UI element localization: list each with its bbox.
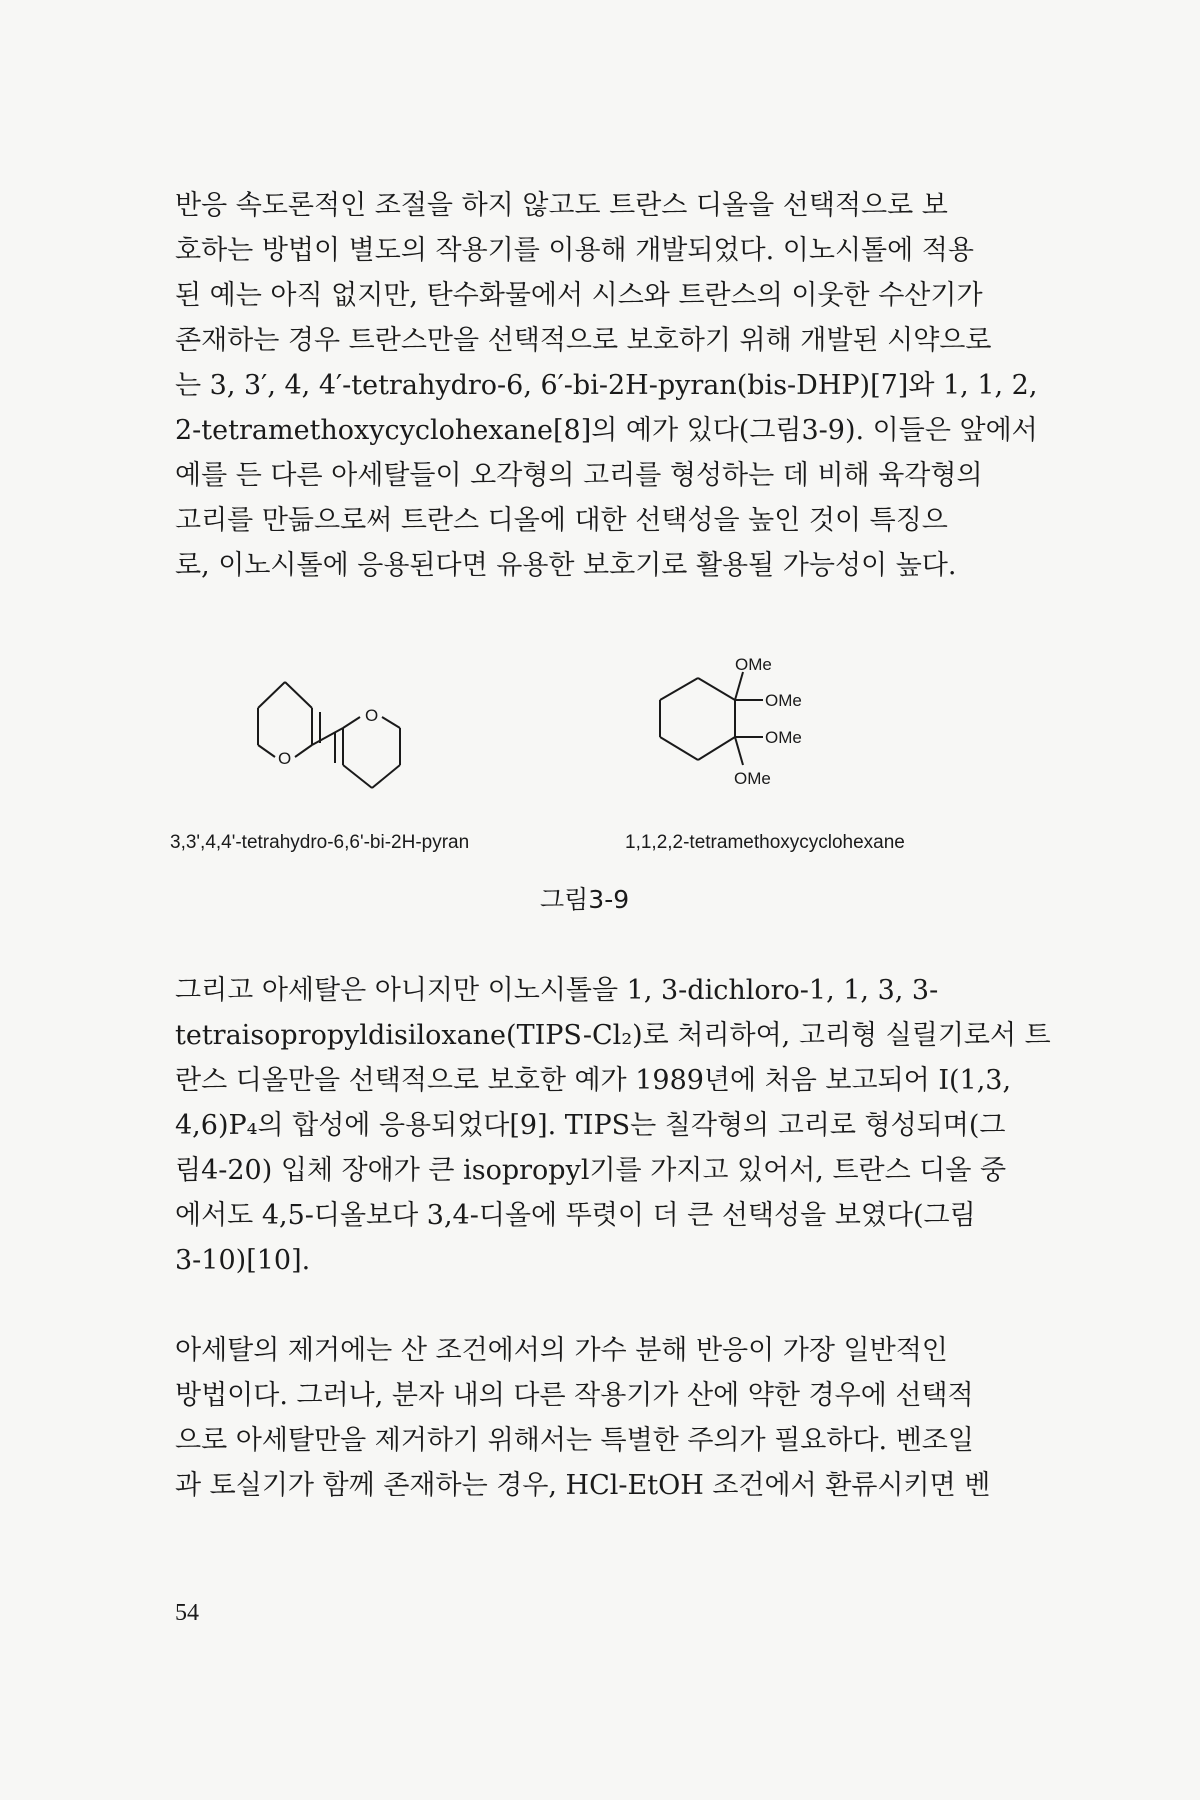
text-line: 된 예는 아직 없지만, 탄수화물에서 시스와 트란스의 이웃한 수산기가 bbox=[175, 280, 983, 311]
paragraph-2 bbox=[175, 968, 1050, 1283]
paragraph-1 bbox=[175, 183, 1050, 588]
oxygen-atom-label: O bbox=[278, 749, 292, 768]
text-line: 3-10)[10]. bbox=[175, 1245, 311, 1276]
text-line: 아세탈의 제거에는 산 조건에서의 가수 분해 반응이 가장 일반적인 bbox=[175, 1335, 948, 1366]
tetramethoxycyclohexane-label: 1,1,2,2-tetramethoxycyclohexane bbox=[625, 832, 905, 853]
text-line: 로, 이노시톨에 응용된다면 유용한 보호기로 활용될 가능성이 높다. bbox=[175, 550, 957, 581]
text-line: 2-tetramethoxycyclohexane[8]의 예가 있다(그림3-9). 이들은 앞에서 bbox=[175, 415, 1038, 446]
text-line: 반응 속도론적인 조절을 하지 않고도 트란스 디올을 선택적으로 보 bbox=[175, 190, 948, 221]
text-line: 으로 아세탈만을 제거하기 위해서는 특별한 주의가 필요하다. 벤조일 bbox=[175, 1425, 974, 1456]
oxygen-atom-label: O bbox=[365, 706, 379, 725]
text-line: 예를 든 다른 아세탈들이 오각형의 고리를 형성하는 데 비해 육각형의 bbox=[175, 460, 983, 491]
methoxy-label: OMe bbox=[765, 728, 802, 747]
text-line: 방법이다. 그러나, 분자 내의 다른 작용기가 산에 약한 경우에 선택적 bbox=[175, 1380, 974, 1411]
text-line: 란스 디올만을 선택적으로 보호한 예가 1989년에 처음 보고되어 I(1,3, bbox=[175, 1065, 1012, 1096]
text-line: 에서도 4,5-디올보다 3,4-디올에 뚜렷이 더 큰 선택성을 보였다(그림 bbox=[175, 1200, 976, 1231]
text-line: 림4-20) 입체 장애가 큰 isopropyl기를 가지고 있어서, 트란스 디올 중 bbox=[175, 1155, 1007, 1186]
methoxy-label: OMe bbox=[765, 691, 802, 710]
text-line: 그리고 아세탈은 아니지만 이노시톨을 1, 3-dichloro-1, 1, 3, 3- bbox=[175, 975, 939, 1006]
bis-dhp-label: 3,3',4,4'-tetrahydro-6,6'-bi-2H-pyran bbox=[170, 832, 470, 853]
paragraph-3 bbox=[175, 1328, 1050, 1508]
text-line: tetraisopropyldisiloxane(TIPS-Cl₂)로 처리하여, 고리형 실릴기로서 트 bbox=[175, 1020, 1051, 1051]
text-line: 과 토실기가 함께 존재하는 경우, HCl-EtOH 조건에서 환류시키면 벤 bbox=[175, 1470, 991, 1501]
text-line: 4,6)P₄의 합성에 응용되었다[9]. TIPS는 칠각형의 고리로 형성되며(그 bbox=[175, 1110, 1006, 1141]
text-line: 호하는 방법이 별도의 작용기를 이용해 개발되었다. 이노시톨에 적용 bbox=[175, 235, 974, 266]
methoxy-label: OMe bbox=[734, 769, 771, 788]
figure-caption: 그림3-9 bbox=[540, 885, 630, 914]
page-number: 54 bbox=[175, 1600, 199, 1626]
figure-3-9 bbox=[150, 655, 1050, 925]
bis-dhp-structure bbox=[258, 682, 400, 788]
text-line: 고리를 만듦으로써 트란스 디올에 대한 선택성을 높인 것이 특징으 bbox=[175, 505, 948, 536]
methoxy-label: OMe bbox=[735, 655, 772, 674]
tetramethoxycyclohexane-structure bbox=[660, 672, 763, 765]
text-line: 존재하는 경우 트란스만을 선택적으로 보호하기 위해 개발된 시약으로 bbox=[175, 325, 992, 356]
text-line: 는 3, 3′, 4, 4′-tetrahydro-6, 6′-bi-2H-pyran(bis-DHP)[7]와 1, 1, 2, bbox=[175, 370, 1038, 401]
